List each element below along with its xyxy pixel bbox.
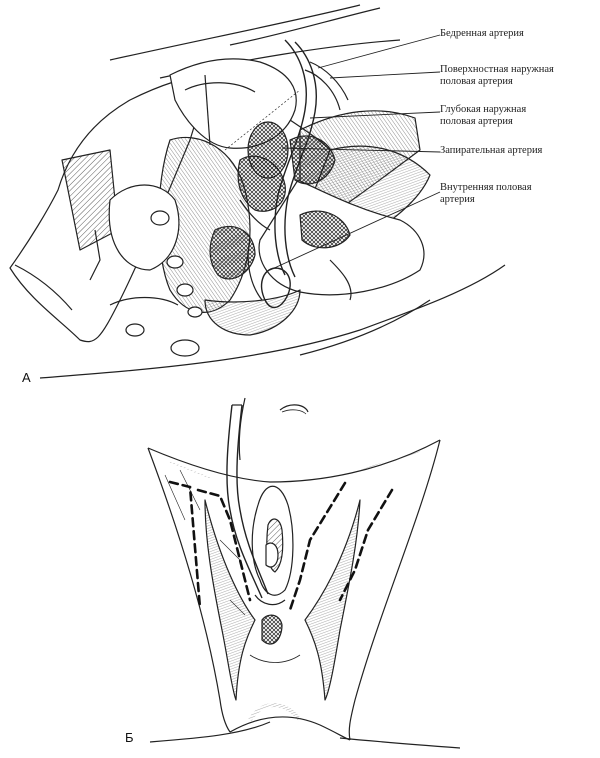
label-internal-pudendal-artery: Внутренняя половая артерия <box>440 182 532 205</box>
panel-b-drawing <box>148 398 460 748</box>
label-deep-external-pudendal-artery: Глубокая наружная половая артерия <box>440 104 527 127</box>
panel-a-drawing <box>10 5 505 378</box>
panel-b-letter: Б <box>125 730 134 745</box>
label-superficial-external-pudendal-artery: Поверхностная наружная половая артерия <box>440 64 554 87</box>
label-obturator-artery: Запирательная артерия <box>440 145 543 156</box>
panel-a-letter: А <box>22 370 31 385</box>
label-femoral-artery: Бедренная артерия <box>440 28 524 39</box>
